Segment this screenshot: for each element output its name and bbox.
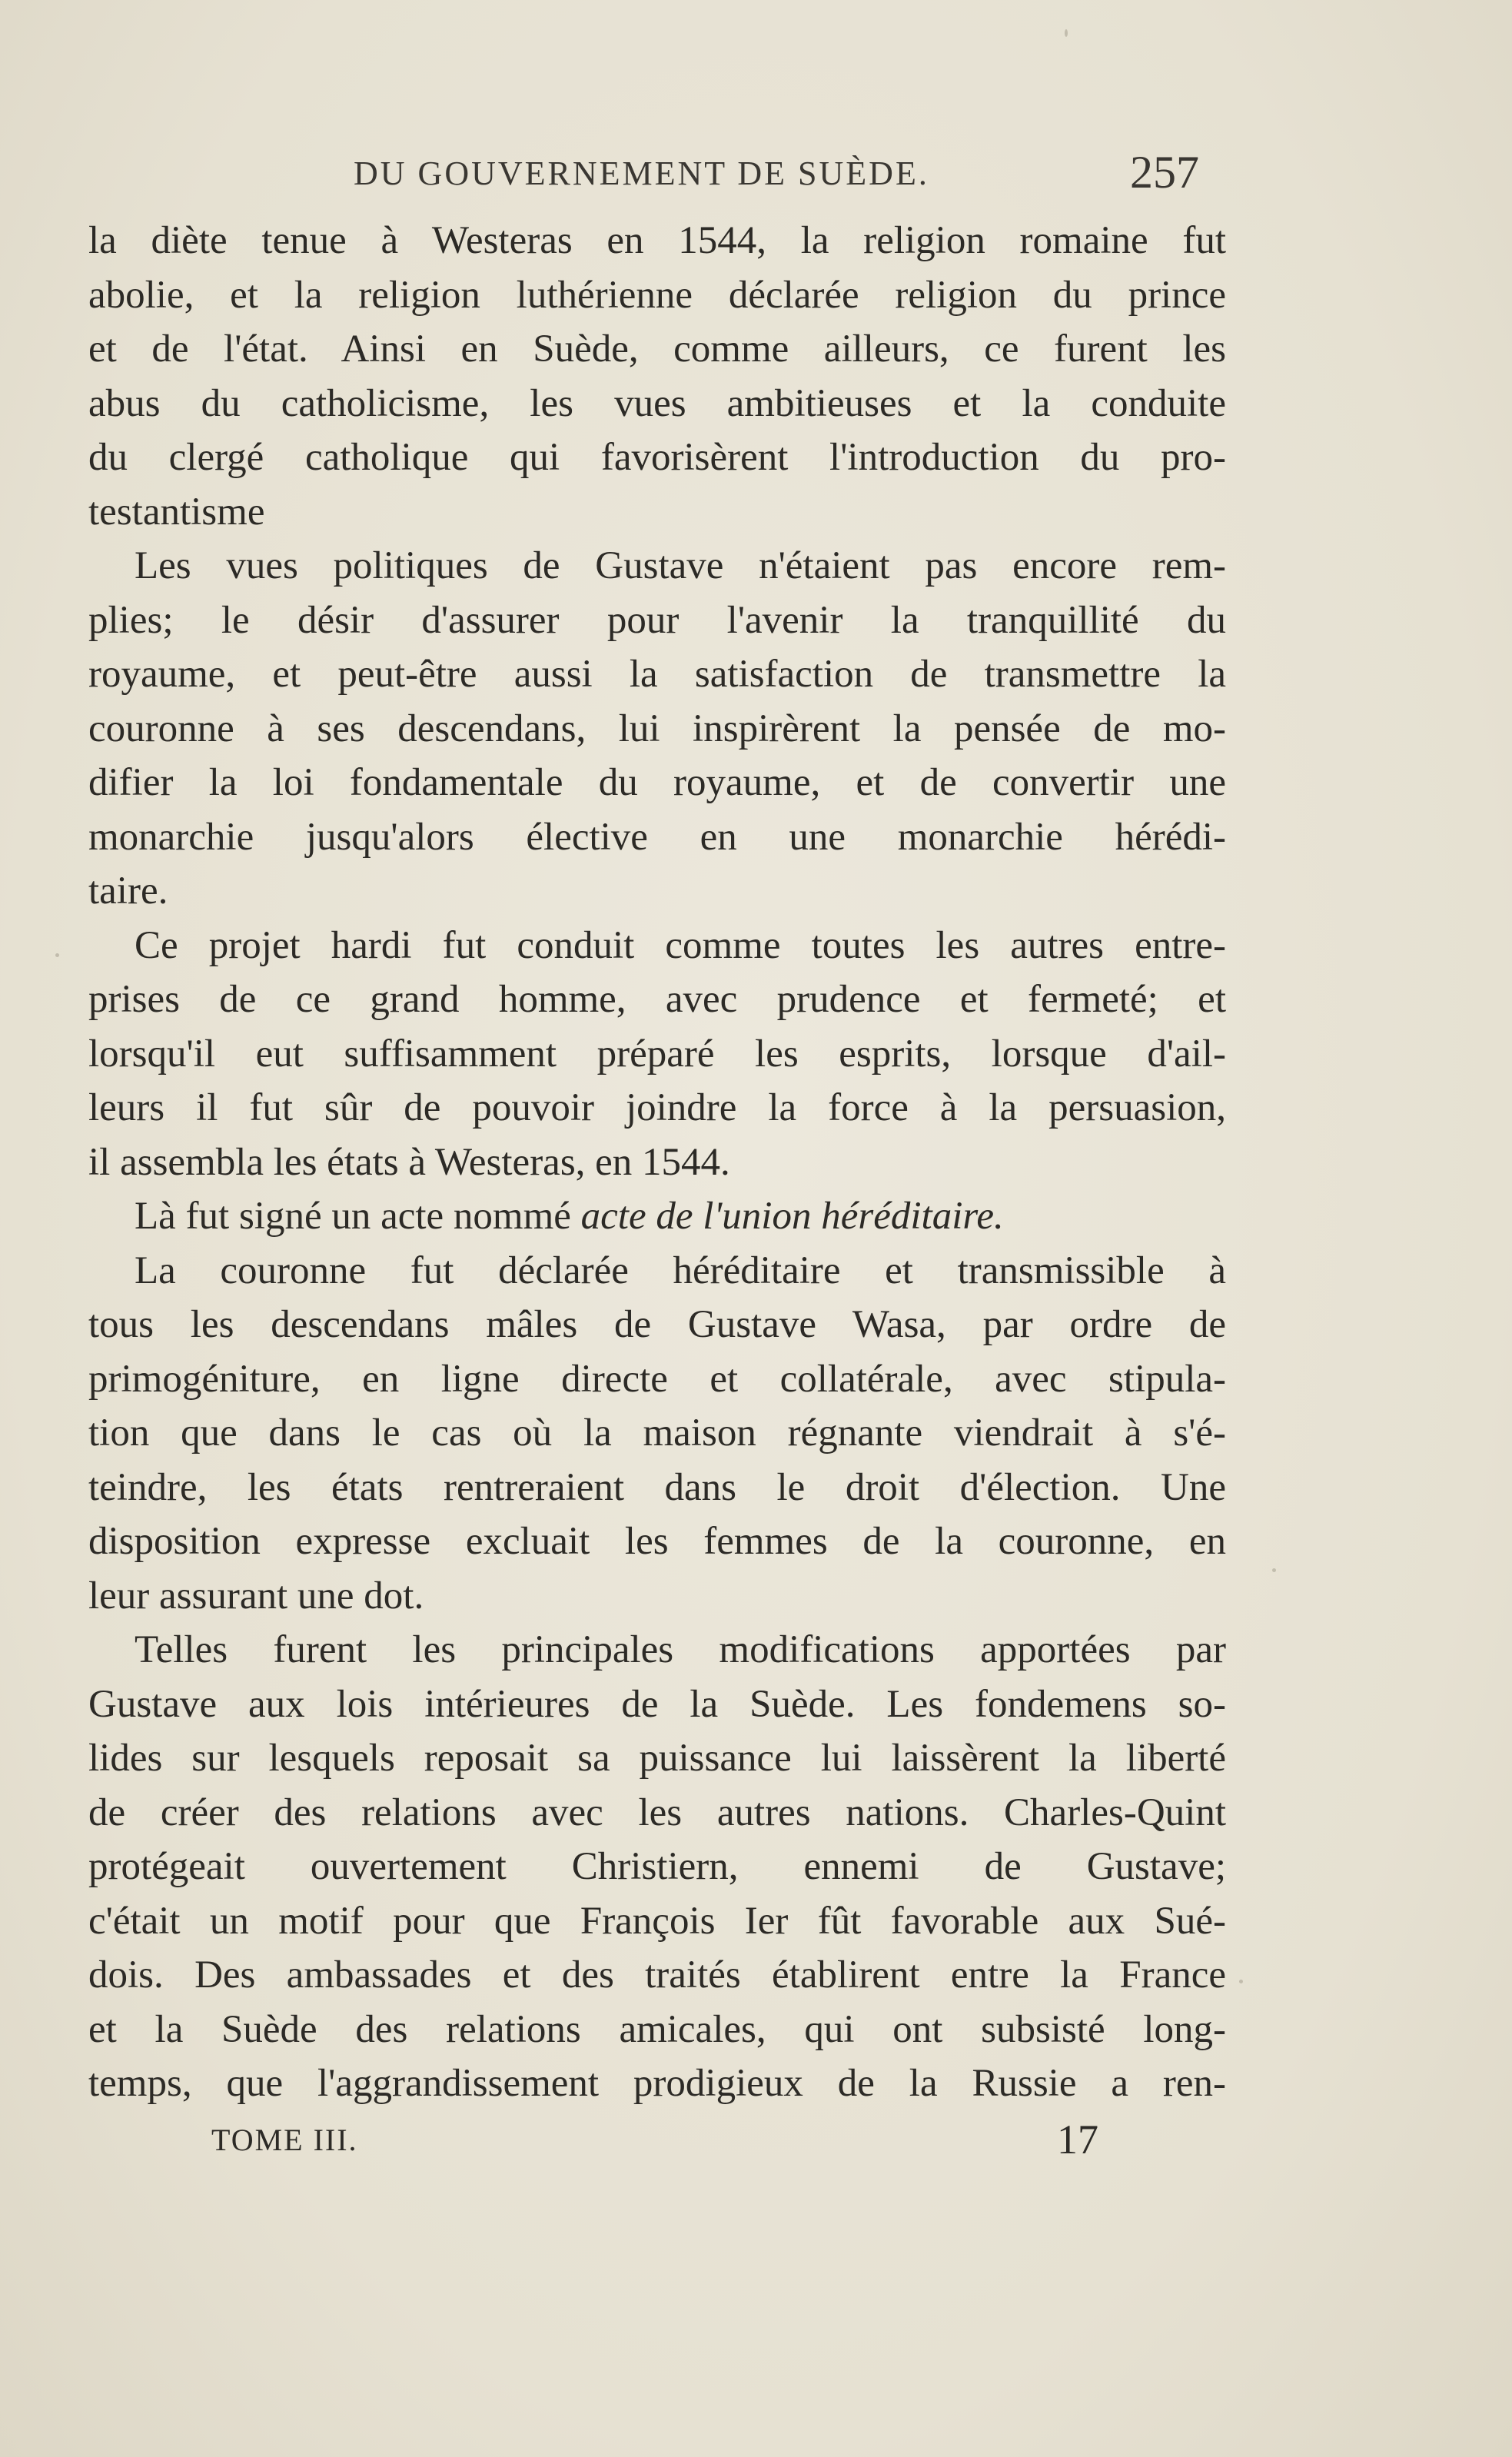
text-line: dois. Des ambassades et des traités établirent entre la France (88, 1953, 1226, 1997)
text-line: royaume, et peut-être aussi la satisfaction de transmettre la (88, 653, 1226, 696)
sheet-number: 17 (1057, 2116, 1098, 2163)
text-line: teindre, les états rentreraient dans le droit d'élection. Une (88, 1465, 1226, 1509)
page-footer (100, 2116, 1222, 2176)
text-line: Les vues politiques de Gustave n'étaient pas encore rem- (135, 544, 1226, 587)
text-line: difier la loi fondamentale du royaume, et de convertir une (88, 761, 1226, 804)
body-text (88, 214, 1226, 2111)
paper-speck (1065, 29, 1068, 37)
text-line: c'était un motif pour que François Ier fût favorable aux Sué- (88, 1899, 1226, 1943)
text-line: abolie, et la religion luthérienne déclarée religion du prince (88, 273, 1226, 317)
text-line: monarchie jusqu'alors élective en une monarchie hérédi- (88, 815, 1226, 859)
italic-phrase: acte de l'union héréditaire. (580, 1195, 1004, 1238)
text-line: abus du catholicisme, les vues ambitieuses et la conduite (88, 381, 1226, 425)
text-line: la diète tenue à Westeras en 1544, la religion romaine fut (88, 219, 1226, 262)
text-line-with-italic (88, 1189, 1226, 1244)
paper-speck (1272, 1568, 1276, 1572)
text-line: lorsqu'il eut suffisamment préparé les esprits, lorsque d'ail- (88, 1032, 1226, 1076)
text-line: Gustave aux lois intérieures de la Suède. Les fondemens so- (88, 1682, 1226, 1726)
text-line: protégeait ouvertement Christiern, ennemi de Gustave; (88, 1845, 1226, 1888)
paper-speck (55, 953, 59, 957)
page-header (100, 146, 1222, 208)
text-line: prises de ce grand homme, avec prudence et fermeté; et (88, 978, 1226, 1021)
text-line: leurs il fut sûr de pouvoir joindre la force à la persuasion, (88, 1086, 1226, 1129)
text-line: tous les descendans mâles de Gustave Wasa, par ordre de (88, 1303, 1226, 1346)
text-line: tion que dans le cas où la maison régnante viendrait à s'é- (88, 1411, 1226, 1455)
text-line: plies; le désir d'assurer pour l'avenir la tranquillité du (88, 598, 1226, 642)
text-line: et de l'état. Ainsi en Suède, comme ailleurs, ce furent les (88, 327, 1226, 371)
text-segment: Là fut signé un acte nommé (135, 1195, 571, 1238)
text-line: testantisme (88, 490, 265, 534)
text-line: taire. (88, 869, 168, 913)
text-line: temps, que l'aggrandissement prodigieux de la Russie a ren- (88, 2062, 1226, 2105)
text-line: Telles furent les principales modifications apportées par (135, 1628, 1226, 1671)
text-line: couronne à ses descendans, lui inspirèrent la pensée de mo- (88, 707, 1226, 750)
running-title: DU GOUVERNEMENT DE SUÈDE. (354, 155, 929, 192)
paper-speck (1239, 1980, 1243, 1983)
text-line: primogéniture, en ligne directe et collatérale, avec stipula- (88, 1357, 1226, 1401)
text-line: disposition expresse excluait les femmes de la couronne, en (88, 1520, 1226, 1563)
text-line: leur assurant une dot. (88, 1574, 424, 1617)
text-line: lides sur lesquels reposait sa puissance lui laissèrent la liberté (88, 1737, 1226, 1780)
text-line: Ce projet hardi fut conduit comme toutes les autres entre- (135, 923, 1226, 967)
volume-signature: TOME III. (211, 2123, 358, 2157)
page-number: 257 (1130, 147, 1199, 198)
text-line: il assembla les états à Westeras, en 1544. (88, 1140, 730, 1184)
text-line: du clergé catholique qui favorisèrent l'introduction du pro- (88, 436, 1226, 479)
text-line: de créer des relations avec les autres nations. Charles-Quint (88, 1790, 1226, 1834)
text-line: La couronne fut déclarée héréditaire et transmissible à (135, 1248, 1226, 1292)
text-line: et la Suède des relations amicales, qui ont subsisté long- (88, 2007, 1226, 2051)
